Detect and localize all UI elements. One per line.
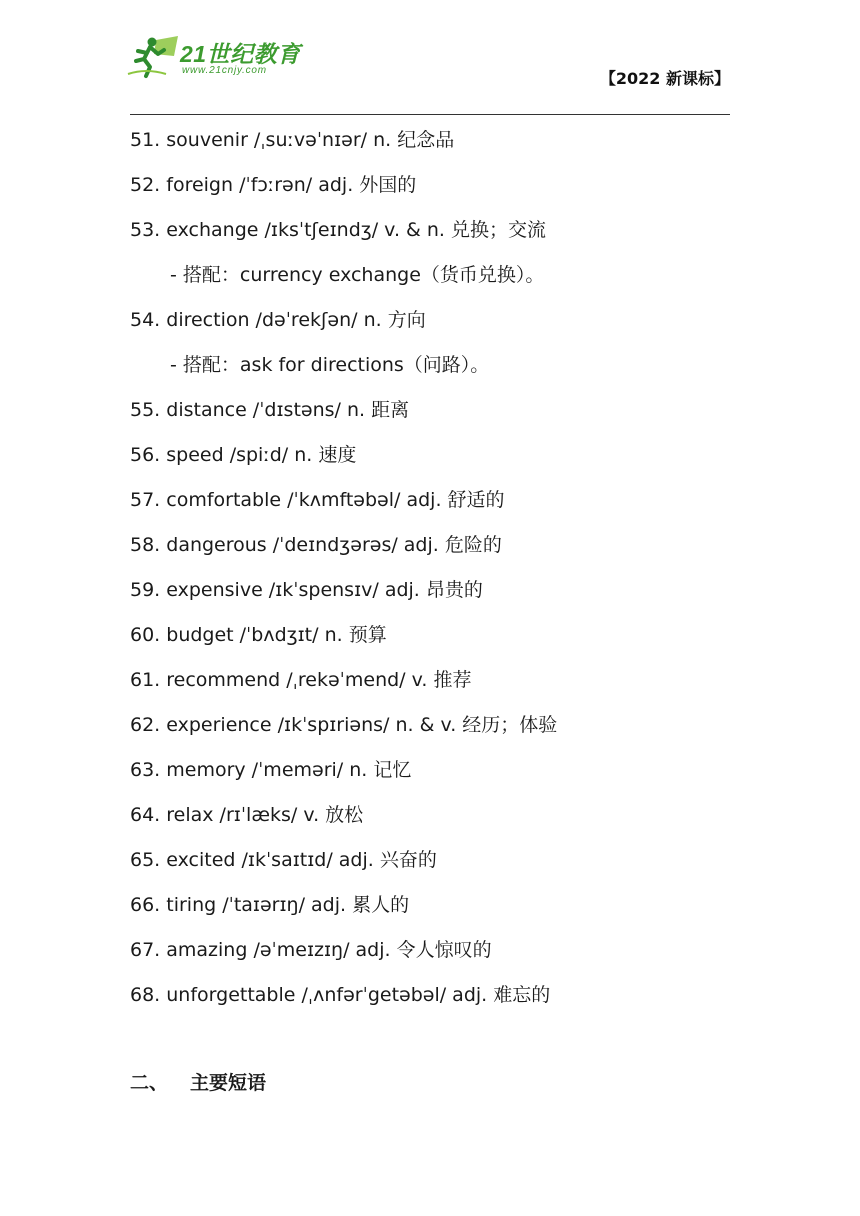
edition-tag: 【2022 新课标】 bbox=[599, 69, 730, 88]
vocab-entry: 63. memory /ˈmeməri/ n. 记忆 bbox=[130, 759, 412, 781]
section-heading bbox=[130, 1068, 266, 1095]
vocab-entry: 68. unforgettable /ˌʌnfərˈgetəbəl/ adj. 难忘的 bbox=[130, 984, 551, 1006]
vocab-entry: 54. direction /dəˈrekʃən/ n. 方向 bbox=[130, 309, 426, 331]
vocab-entry: 64. relax /rɪˈlæks/ v. 放松 bbox=[130, 804, 364, 826]
section-number: 二、 bbox=[130, 1072, 169, 1094]
page-header bbox=[0, 0, 860, 118]
vocab-entry: 65. excited /ɪkˈsaɪtɪd/ adj. 兴奋的 bbox=[130, 849, 437, 871]
vocab-entry: 60. budget /ˈbʌdʒɪt/ n. 预算 bbox=[130, 624, 387, 646]
collocation-note: - 搭配：currency exchange（货币兑换）。 bbox=[170, 264, 545, 286]
runner-icon bbox=[126, 34, 182, 80]
vocab-entry: 53. exchange /ɪksˈtʃeɪndʒ/ v. & n. 兑换；交流 bbox=[130, 219, 546, 241]
vocab-entry: 52. foreign /ˈfɔːrən/ adj. 外国的 bbox=[130, 174, 417, 196]
vocab-entry: 58. dangerous /ˈdeɪndʒərəs/ adj. 危险的 bbox=[130, 534, 502, 556]
section-title: 主要短语 bbox=[190, 1072, 267, 1094]
vocab-entry: 61. recommend /ˌrekəˈmend/ v. 推荐 bbox=[130, 669, 472, 691]
vocab-entry: 59. expensive /ɪkˈspensɪv/ adj. 昂贵的 bbox=[130, 579, 483, 601]
vocab-entry: 57. comfortable /ˈkʌmftəbəl/ adj. 舒适的 bbox=[130, 489, 505, 511]
header-divider bbox=[130, 114, 730, 115]
logo-url: www.21cnjy.com bbox=[182, 65, 267, 76]
logo-text: 21世纪教育 bbox=[180, 41, 301, 67]
vocab-entry: 62. experience /ɪkˈspɪriəns/ n. & v. 经历；体验 bbox=[130, 714, 558, 736]
logo bbox=[126, 34, 306, 82]
vocab-entry: 51. souvenir /ˌsuːvəˈnɪər/ n. 纪念品 bbox=[130, 129, 455, 151]
vocab-entry: 55. distance /ˈdɪstəns/ n. 距离 bbox=[130, 399, 410, 421]
collocation-note: - 搭配：ask for directions（问路）。 bbox=[170, 354, 490, 376]
vocab-entry: 56. speed /spiːd/ n. 速度 bbox=[130, 444, 357, 466]
vocabulary-list bbox=[130, 118, 770, 1018]
vocab-entry: 67. amazing /əˈmeɪzɪŋ/ adj. 令人惊叹的 bbox=[130, 939, 492, 961]
vocab-entry: 66. tiring /ˈtaɪərɪŋ/ adj. 累人的 bbox=[130, 894, 410, 916]
